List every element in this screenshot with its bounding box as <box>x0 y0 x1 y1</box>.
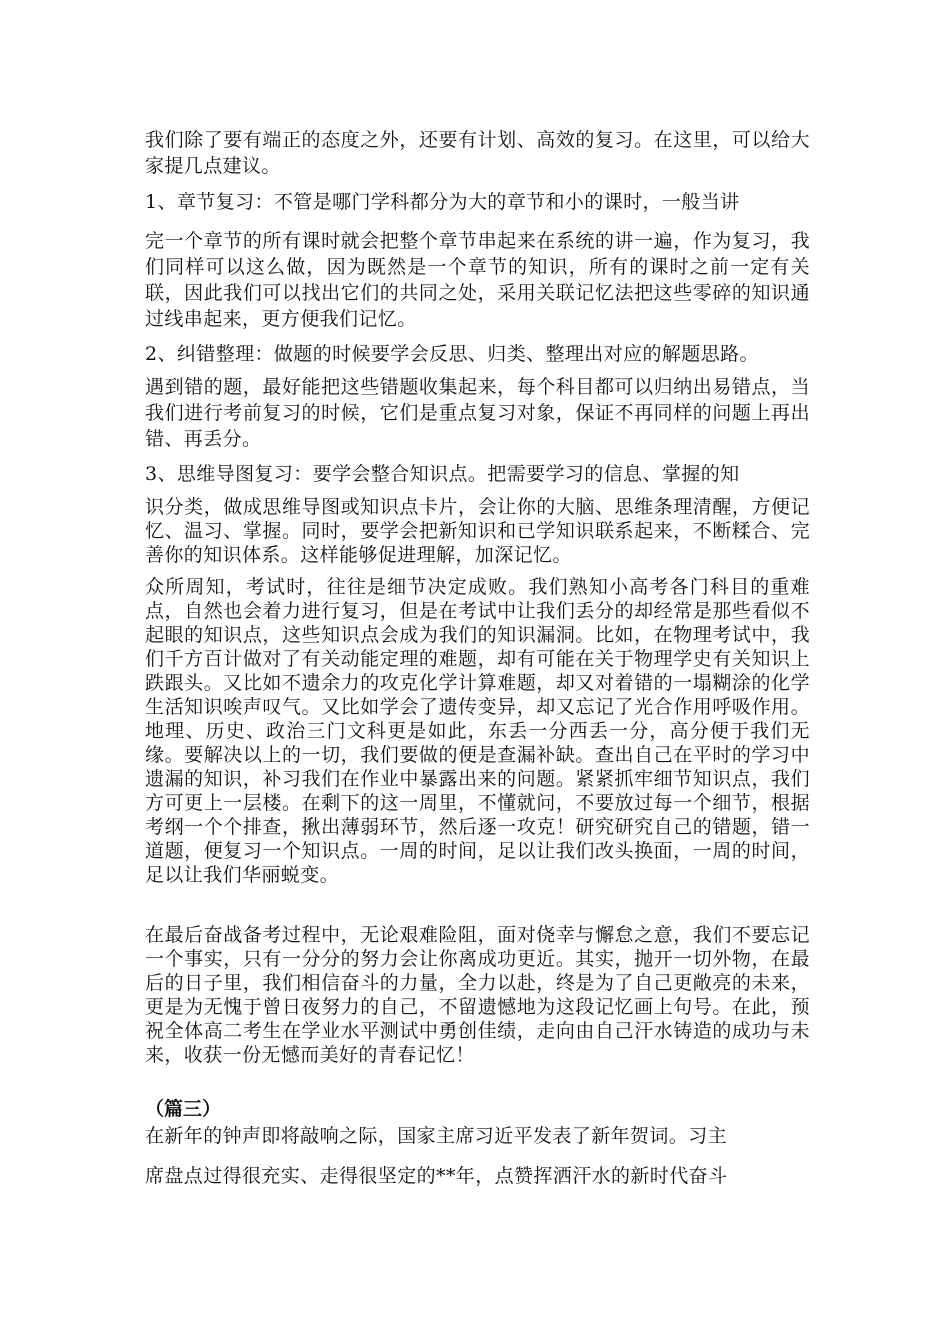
item-3-body: 识分类，做成思维导图或知识点卡片，会让你的大脑、思维条理清醒，方便记忆、温习、掌握。同时，要学会把新知识和已学知识联系起来，不断糅合、完善你的知识体系。这样能够促进理解，加深记忆。 <box>145 496 810 566</box>
item-1-lead: 1、章节复习：不管是哪门学科都分为大的章节和小的课时，一般当讲 <box>145 191 740 213</box>
details-paragraph: 众所周知，考试时，往往是细节决定成败。我们熟知小高考各门科目的重难点，自然也会着力进行复习，但是在考试中让我们丢分的却经常是那些看似不起眼的知识点，这些知识点会成为我们的知识漏洞。比如，在物理考试中，我们千方百计做对了有关动能定理的难题，却有可能在关于物理学史有关知识上跌跟头。又比如不遗余力的攻克化学计算难题，却又对着错的一塌糊涂的化学生活知识唉声叹气。又比如学会了遗传变异，却又忘记了光合作用呼吸作用。地理、历史、政治三门文科更是如此，东丢一分西丢一分，高分便于我们无缘。要解决以上的一切，我们要做的便是查漏补缺。查出自己在平时的学习中遗漏的知识，补习我们在作业中暴露出来的问题。紧紧抓牢细节知识点，我们方可更上一层楼。在剩下的这一周里，不懂就问，不要放过每一个细节，根据考纲一个个排查，揪出薄弱环节，然后逐一攻克！研究研究自己的错题，错一道题，便复习一个知识点。一周的时间，足以让我们改头换面，一周的时间，足以让我们华丽蜕变。 <box>145 576 810 886</box>
section-heading-3: （篇三） <box>145 1098 222 1120</box>
item-3-lead: 3、思维导图复习：要学会整合知识点。把需要学习的信息、掌握的知 <box>145 463 740 485</box>
item-2-lead: 2、纠错整理：做题的时候要学会反思、归类、整理出对应的解题思路。 <box>145 343 759 365</box>
section-3-line-1: 在新年的钟声即将敲响之际，国家主席习近平发表了新年贺词。习主 <box>145 1125 728 1147</box>
final-paragraph: 在最后奋战备考过程中，无论艰难险阻，面对侥幸与懈怠之意，我们不要忘记一个事实，只有一分分的努力会让你离成功更近。其实，抛开一切外物，在最后的日子里，我们相信奋斗的力量，全力以赴，终是为了自己更敞亮的未来，更是为无愧于曾日夜努力的自己，不留遗憾地为这段记忆画上句号。在此，预祝全体高二考生在学业水平测试中勇创佳绩，走向由自己汗水铸造的成功与未来，收获一份无憾而美好的青春记忆！ <box>145 924 810 1066</box>
intro-paragraph: 我们除了要有端正的态度之外，还要有计划、高效的复习。在这里，可以给大家提几点建议。 <box>145 129 810 177</box>
item-1-body: 完一个章节的所有课时就会把整个章节串起来在系统的讲一遍，作为复习，我们同样可以这么做，因为既然是一个章节的知识，所有的课时之前一定有关联，因此我们可以找出它们的共同之处，采用关联记忆法把这些零碎的知识通过线串起来，更方便我们记忆。 <box>145 230 810 330</box>
section-3-line-2: 席盘点过得很充实、走得很坚定的**年，点赞挥洒汗水的新时代奋斗 <box>145 1165 728 1187</box>
item-2-body: 遇到错的题，最好能把这些错题收集起来，每个科目都可以归纳出易错点，当我们进行考前复习的时候，它们是重点复习对象，保证不再同样的问题上再出错、再丢分。 <box>145 376 810 450</box>
